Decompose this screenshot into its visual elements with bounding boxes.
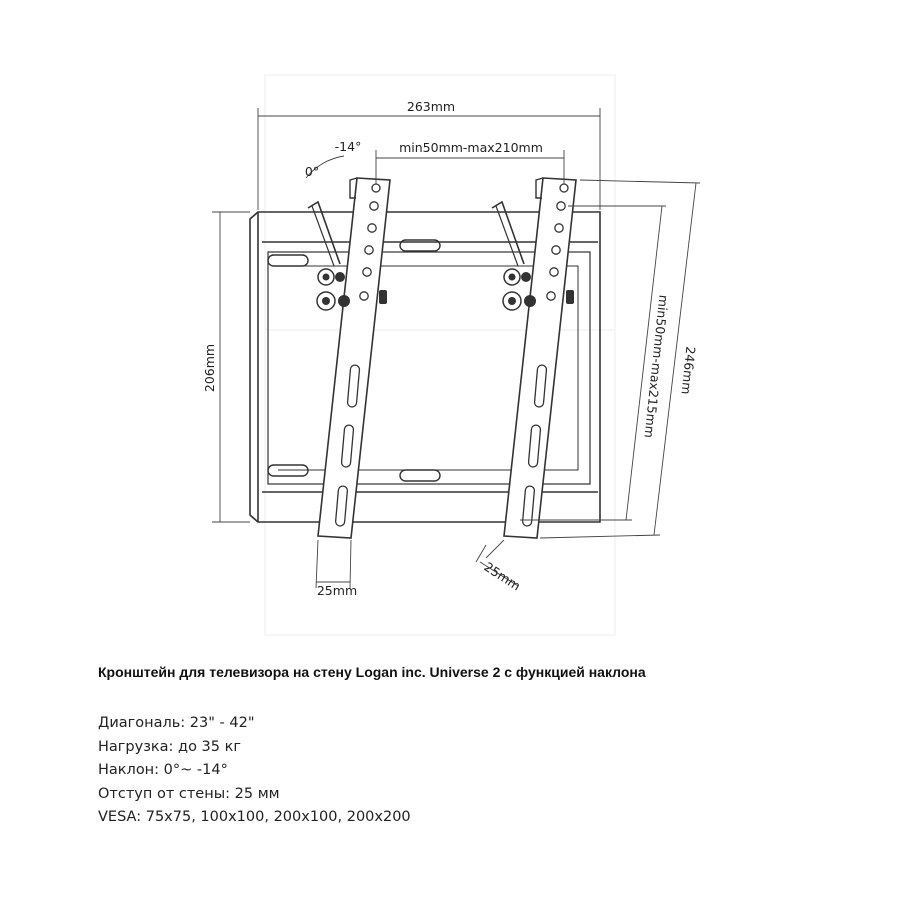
dim-height-total-label: 246mm <box>678 345 699 396</box>
dim-tilt-max-label: -14° <box>334 139 362 154</box>
spec-wall-offset: Отступ от стены: 25 мм <box>98 785 280 802</box>
spec-diagonal: Диагональ: 23" - 42" <box>98 715 255 731</box>
dim-height-frame-label: 206mm <box>202 343 217 393</box>
spec-vesa: VESA: 75x75, 100x100, 200x100, 200x200 <box>98 809 411 825</box>
dimension-lines <box>212 108 700 588</box>
dim-width-label: 263mm <box>406 99 456 114</box>
spec-load: Нагрузка: до 35 кг <box>98 738 241 755</box>
product-title: Кронштейн для телевизора на стену Logan inc. Universe 2 с функцией наклона <box>98 664 646 680</box>
dim-arm-width-label: 25mm <box>316 583 358 598</box>
dim-vesa-vertical-label: min50mm-max215mm <box>641 294 672 439</box>
dim-offset-label: 25mm <box>481 558 524 594</box>
spec-tilt: Наклон: 0°~ -14° <box>98 762 228 778</box>
dim-vesa-horizontal-label: min50mm-max210mm <box>399 140 543 155</box>
dim-tilt-min-label: 0° <box>304 164 320 179</box>
spec-list <box>98 712 411 830</box>
